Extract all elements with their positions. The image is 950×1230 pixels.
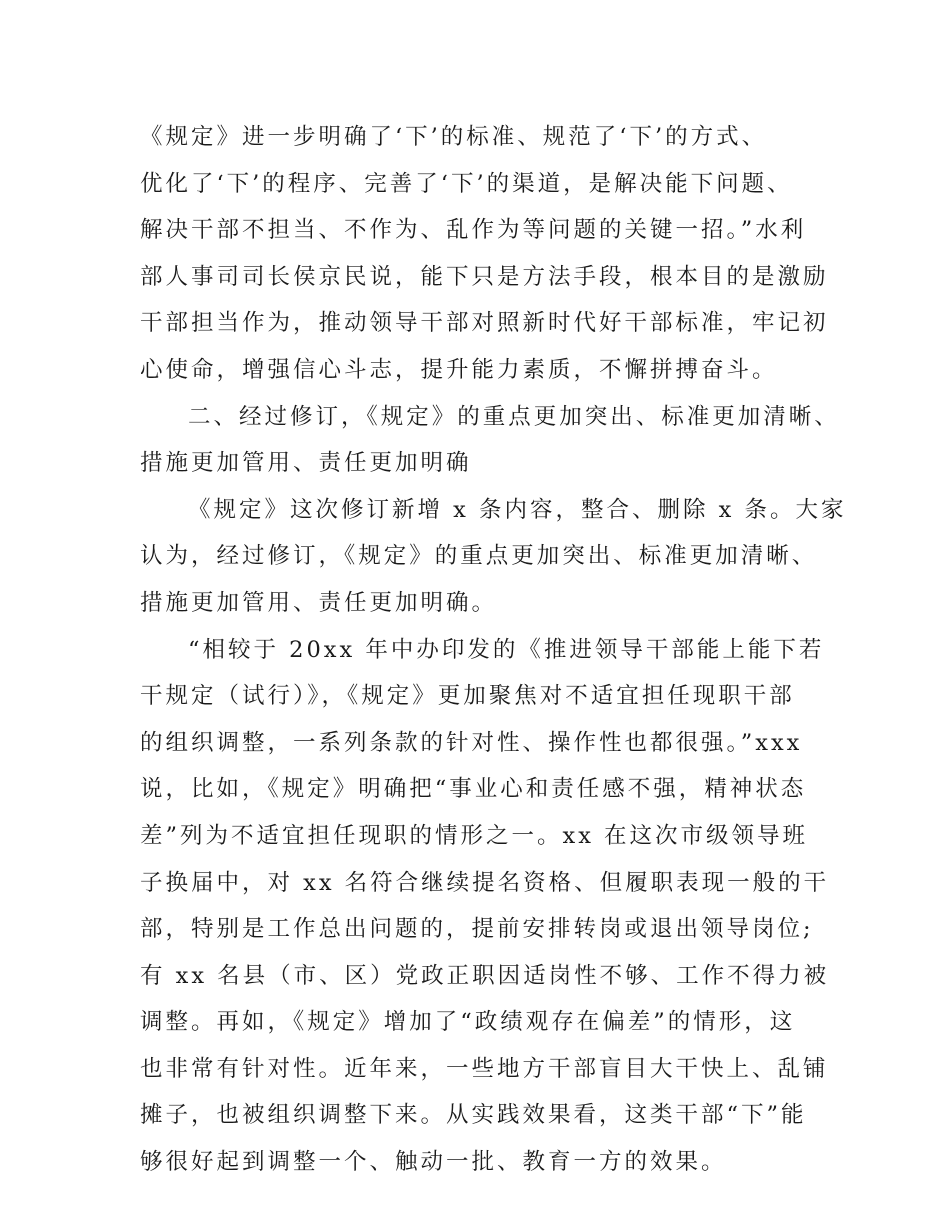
text-line: 子换届中，对 xx 名符合继续提名资格、但履职表现一般的干 [140, 869, 830, 896]
text-line: 也非常有针对性。近年来，一些地方干部盲目大干快上、乱铺 [140, 1055, 829, 1082]
text-line: 调整。再如，《规定》增加了“政绩观存在偏差”的情形，这 [140, 1009, 796, 1036]
section-heading: 二、经过修订，《规定》的重点更加突出、标准更加清晰、 [188, 403, 840, 430]
text-line: 心使命，增强信心斗志，提升能力素质，不懈拼搏奋斗。 [140, 356, 778, 383]
text-line: 部，特别是工作总出问题的，提前安排转岗或退出领导岗位; [140, 916, 814, 943]
text-line: 说，比如，《规定》明确把“事业心和责任感不强，精神状态 [140, 776, 807, 803]
text-line: 部人事司司长侯京民说，能下只是方法手段，根本目的是激励 [140, 263, 829, 290]
text-line: 有 xx 名县（市、区）党政正职因适岗性不够、工作不得力被 [140, 962, 830, 989]
text-line: 认为，经过修订，《规定》的重点更加突出、标准更加清晰、 [140, 543, 818, 570]
text-line: 干部担当作为，推动领导干部对照新时代好干部标准，牢记初 [140, 310, 829, 337]
section-heading-continued: 措施更加管用、责任更加明确 [140, 450, 472, 477]
text-line: 解决干部不担当、不作为、乱作为等问题的关键一招。”水利 [140, 217, 807, 244]
document-body [140, 114, 847, 1186]
text-line: 干规定（试行）》，《规定》更加聚焦对不适宜担任现职干部 [140, 683, 795, 710]
paragraph-start: “相较于 20xx 年中办印发的《推进领导干部能上能下若 [188, 636, 825, 663]
paragraph-start: 《规定》这次修订新增 x 条内容，整合、删除 x 条。大家 [188, 496, 847, 523]
text-line: 优化了‘下’的程序、完善了‘下’的渠道，是解决能下问题、 [140, 170, 793, 197]
text-line: 够很好起到调整一个、触动一批、教育一方的效果。 [140, 1149, 727, 1176]
text-line: 差”列为不适宜担任现职的情形之一。xx 在这次市级领导班 [140, 822, 809, 849]
text-line: 摊子，也被组织调整下来。从实践效果看，这类干部“下”能 [140, 1102, 807, 1129]
text-line: 的组织调整，一系列条款的针对性、操作性也都很强。”xxx [140, 729, 803, 756]
text-line: 《规定》进一步明确了‘下’的标准、规范了‘下’的方式、 [140, 124, 768, 150]
text-line: 措施更加管用、责任更加明确。 [140, 589, 498, 616]
